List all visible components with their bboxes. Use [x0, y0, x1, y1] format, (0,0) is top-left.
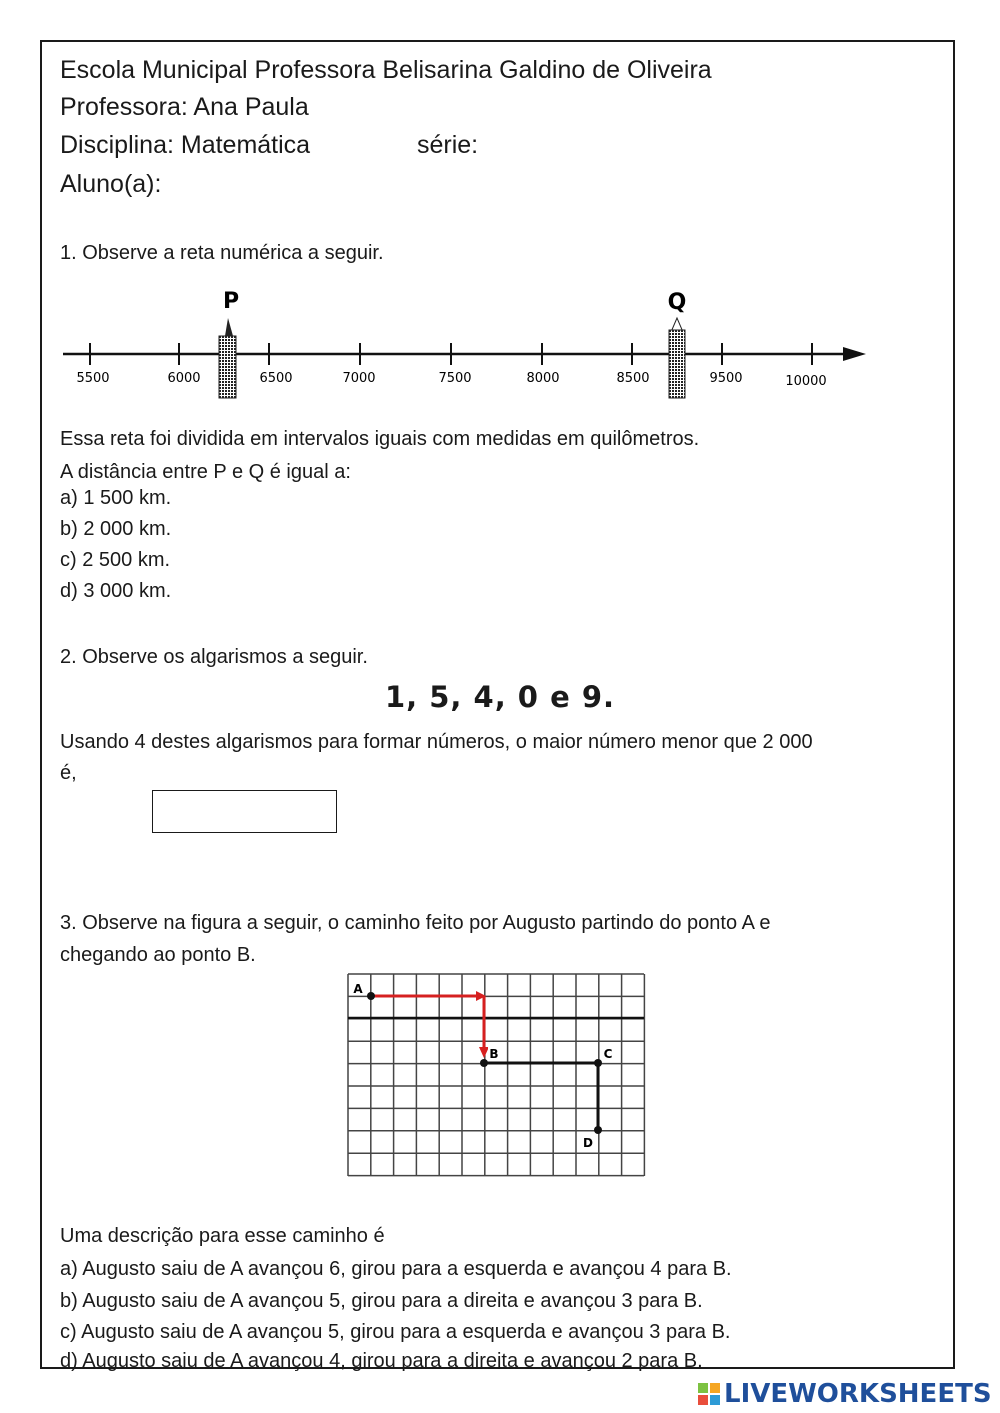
point-p-label: P — [222, 289, 240, 314]
tick-label: 8500 — [616, 371, 650, 386]
path-grid — [340, 968, 660, 1188]
tick-label: 5500 — [76, 371, 110, 386]
school-name: Escola Municipal Professora Belisarina Galdino de Oliveira — [60, 56, 712, 84]
point-d-marker — [594, 1126, 602, 1134]
building-p-icon — [219, 318, 236, 398]
grade-label: série: — [417, 131, 479, 159]
arrow-head-icon — [843, 347, 866, 361]
q2-prompt: 2. Observe os algarismos a seguir. — [60, 646, 368, 668]
q3-option-b[interactable]: b) Augusto saiu de A avançou 5, girou para a direita e avançou 3 para B. — [60, 1290, 703, 1312]
q1-option-c[interactable]: c) 2 500 km. — [60, 549, 171, 571]
q3-description: Uma descrição para esse caminho é — [60, 1225, 385, 1247]
tick-label: 7000 — [342, 371, 376, 386]
brand-name: LIVEWORKSHEETS — [724, 1379, 992, 1409]
q1-text-1: Essa reta foi dividida em intervalos iguais com medidas em quilômetros. — [60, 428, 700, 450]
q2-digits: 1, 5, 4, 0 e 9. — [384, 680, 616, 714]
number-line — [0, 280, 1000, 405]
arrow-down-icon — [479, 1047, 489, 1058]
tick-label: 7500 — [438, 371, 472, 386]
building-q-icon — [669, 318, 685, 398]
q2-text-line-2: é, — [60, 762, 77, 784]
q3-prompt-line-1: 3. Observe na figura a seguir, o caminho feito por Augusto partindo do ponto A e — [60, 912, 771, 934]
tick-label: 9500 — [709, 371, 743, 386]
point-a-marker — [367, 992, 375, 1000]
q1-prompt: 1. Observe a reta numérica a seguir. — [60, 242, 384, 264]
grid-label-b: B — [489, 1047, 499, 1061]
tick-label: 10000 — [785, 374, 827, 389]
tick-label: 6500 — [259, 371, 293, 386]
q1-option-a[interactable]: a) 1 500 km. — [60, 487, 172, 509]
point-q-label: Q — [667, 290, 687, 315]
q3-option-a[interactable]: a) Augusto saiu de A avançou 6, girou para a esquerda e avançou 4 para B. — [60, 1258, 732, 1280]
q1-option-b[interactable]: b) 2 000 km. — [60, 518, 172, 540]
tick-label: 6000 — [167, 371, 201, 386]
q3-option-d[interactable]: d) Augusto saiu de A avançou 4, girou para a direita e avançou 2 para B. — [60, 1350, 703, 1372]
grid-label-a: A — [353, 982, 363, 996]
subject-label: Disciplina: Matemática — [60, 131, 311, 159]
q1-text-2: A distância entre P e Q é igual a: — [60, 461, 351, 483]
q3-prompt-line-2: chegando ao ponto B. — [60, 944, 256, 966]
grid-label-d: D — [583, 1136, 593, 1150]
teacher-name: Professora: Ana Paula — [60, 93, 309, 121]
logo-icon — [698, 1383, 720, 1405]
q2-text-line-1: Usando 4 destes algarismos para formar números, o maior número menor que 2 000 — [60, 731, 813, 753]
q2-answer-input[interactable] — [152, 790, 337, 833]
q1-option-d[interactable]: d) 3 000 km. — [60, 580, 172, 602]
liveworksheets-logo[interactable] — [698, 1379, 992, 1409]
tick-label: 8000 — [526, 371, 560, 386]
student-label: Aluno(a): — [60, 170, 162, 198]
q3-option-c[interactable]: c) Augusto saiu de A avançou 5, girou para a esquerda e avançou 3 para B. — [60, 1321, 731, 1343]
point-c-marker — [594, 1059, 602, 1067]
grid-label-c: C — [603, 1047, 613, 1061]
point-b-marker — [480, 1059, 488, 1067]
